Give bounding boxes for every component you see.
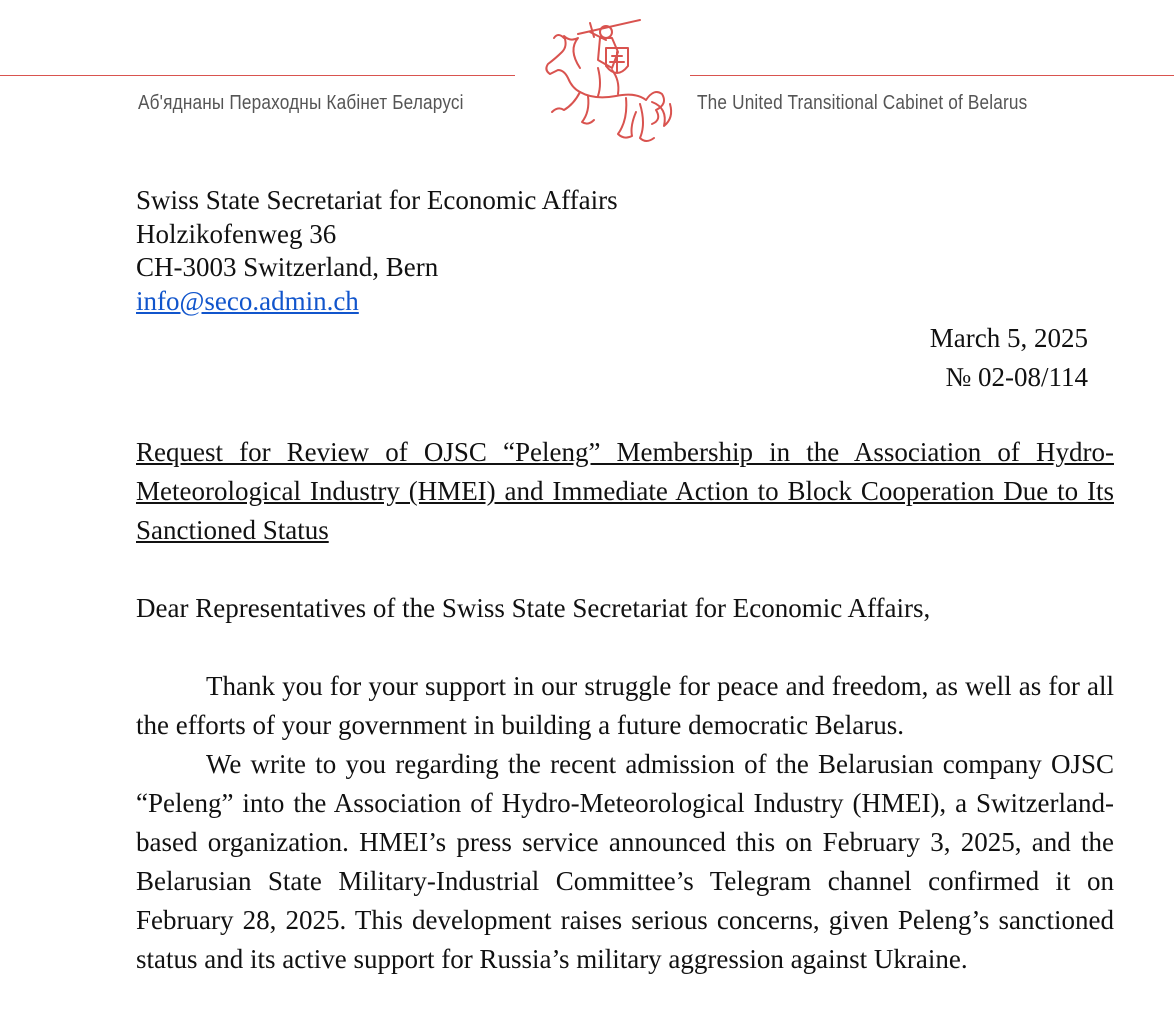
- letter-greeting: Dear Representatives of the Swiss State Secretariat for Economic Affairs,: [136, 593, 931, 623]
- pahonia-knight-emblem-icon: [528, 8, 676, 150]
- recipient-email-link[interactable]: info@seco.admin.ch: [136, 285, 359, 316]
- org-name-english: The United Transitional Cabinet of Belarus: [697, 92, 1028, 114]
- recipient-city: CH-3003 Switzerland, Bern: [136, 252, 439, 282]
- letter-subject: Request for Review of OJSC “Peleng” Membership in the Association of Hydro-Meteorological Industry (HMEI) and Immediate Action to Block Cooperation Due to Its Sanctioned Status: [136, 437, 1114, 545]
- recipient-street: Holzikofenweg 36: [136, 218, 337, 249]
- letter-body: [136, 667, 1114, 979]
- letter-number: № 02-08/114: [945, 362, 1088, 392]
- letter-meta: [930, 319, 1088, 397]
- recipient-address: [136, 184, 618, 318]
- recipient-name: Swiss State Secretariat for Economic Affairs: [136, 185, 618, 215]
- body-paragraph: Thank you for your support in our struggle for peace and freedom, as well as for all the efforts of your government in building a future democratic Belarus.: [136, 671, 1114, 740]
- header-rule-right: [690, 75, 1174, 76]
- org-name-belarusian: Аб'яднаны Пераходны Кабінет Беларусі: [138, 92, 464, 114]
- letter-date: March 5, 2025: [929, 323, 1088, 353]
- header-rule-left: [0, 75, 515, 76]
- body-paragraph: We write to you regarding the recent admission of the Belarusian company OJSC “Peleng” into the Association of Hydro-Meteorological Industry (HMEI), a Switzerland-based organization. HMEI’s press service announced this on February 3, 2025, and the Belarusian State Military-Industrial Committee’s Telegram channel confirmed it on February 28, 2025. This development raises serious concerns, given Peleng’s sanctioned status and its active support for Russia’s military aggression against Ukraine.: [136, 749, 1114, 974]
